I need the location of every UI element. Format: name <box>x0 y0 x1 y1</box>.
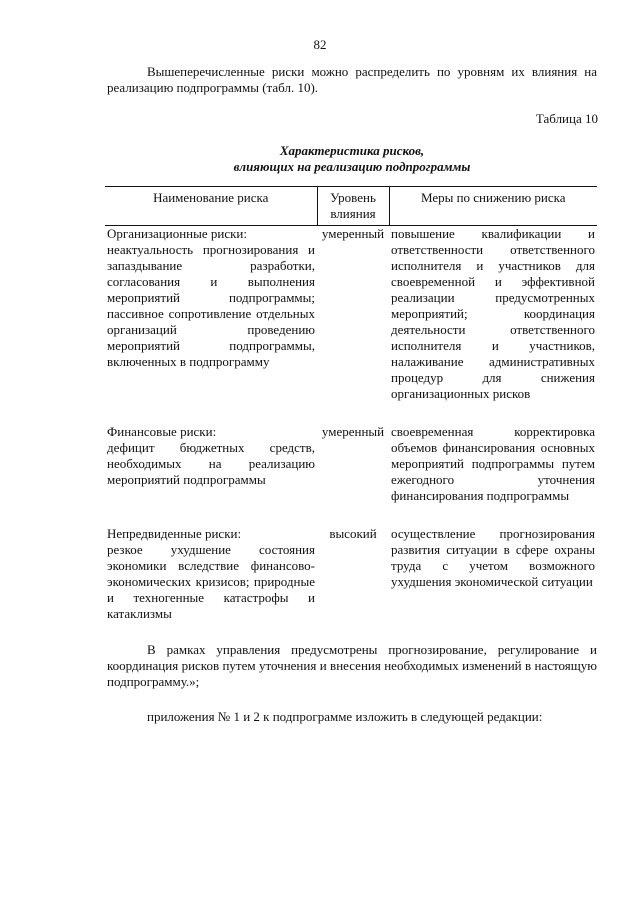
risk-level: высокий <box>329 526 377 541</box>
table-title-line-1: Характеристика рисков, <box>279 143 425 158</box>
risk-name: Финансовые риски: <box>107 424 217 439</box>
risk-name-cell <box>105 526 317 622</box>
header-risk-name: Наименование риска <box>105 187 317 226</box>
table-header-row <box>105 187 597 226</box>
closing-paragraph: В рамках управления предусмотрены прогнозирование, регулирование и координация рисков путем уточнения и внесения необходимых изменений в настоящую подпрограмму.»; <box>107 642 597 689</box>
table-row <box>105 526 597 622</box>
table-title <box>107 143 597 175</box>
page-number: 82 <box>313 37 327 52</box>
table-label: Таблица 10 <box>535 111 598 126</box>
risk-name-cell <box>105 226 317 403</box>
appendix-note: приложения № 1 и 2 к подпрограмме изложить в следующей редакции: <box>147 709 543 724</box>
risk-measures: своевременная корректировка объемов финансирования основных мероприятий подпрограммы путем ежегодного уточнения финансирования подпрограммы <box>391 424 595 503</box>
risk-measures: повышение квалификации и ответственности ответственного исполнителя и участников для своевременной и эффективной реализации предусмотренных мероприятий; координация деятельности ответственного исполнителя и участников, налаживание административных процедур для снижения организационных рисков <box>391 226 595 401</box>
risk-name-cell <box>105 424 317 504</box>
risk-level: умеренный <box>321 226 385 241</box>
risk-details: резкое ухудшение состояния экономики вследствие финансово-экономических кризисов; природные и техногенные катастрофы и катаклизмы <box>107 542 315 621</box>
table-title-line-2: влияющих на реализацию подпрограммы <box>233 159 471 174</box>
risk-table <box>105 186 597 622</box>
header-impact-level: Уровень влияния <box>317 187 389 226</box>
risk-level: умеренный <box>321 424 385 439</box>
risk-name: Организационные риски: <box>107 226 248 241</box>
risk-details: дефицит бюджетных средств, необходимых на реализацию мероприятий подпрограммы <box>107 440 315 487</box>
header-mitigation: Меры по снижению риска <box>389 187 597 226</box>
intro-paragraph: Вышеперечисленные риски можно распределить по уровням их влияния на реализацию подпрограммы (табл. 10). <box>107 64 597 95</box>
table-row <box>105 226 597 403</box>
risk-measures: осуществление прогнозирования развития ситуации в сфере охраны труда с учетом возможного ухудшения экономической ситуации <box>391 526 595 589</box>
table-row <box>105 424 597 504</box>
risk-name: Непредвиденные риски: <box>107 526 242 541</box>
risk-details: неактуальность прогнозирования и запаздывание разработки, согласования и выполнения мероприятий подпрограммы; пассивное сопротивление отдельных организаций проведению мероприятий подпрограммы, включенных в подпрограмму <box>107 242 315 369</box>
